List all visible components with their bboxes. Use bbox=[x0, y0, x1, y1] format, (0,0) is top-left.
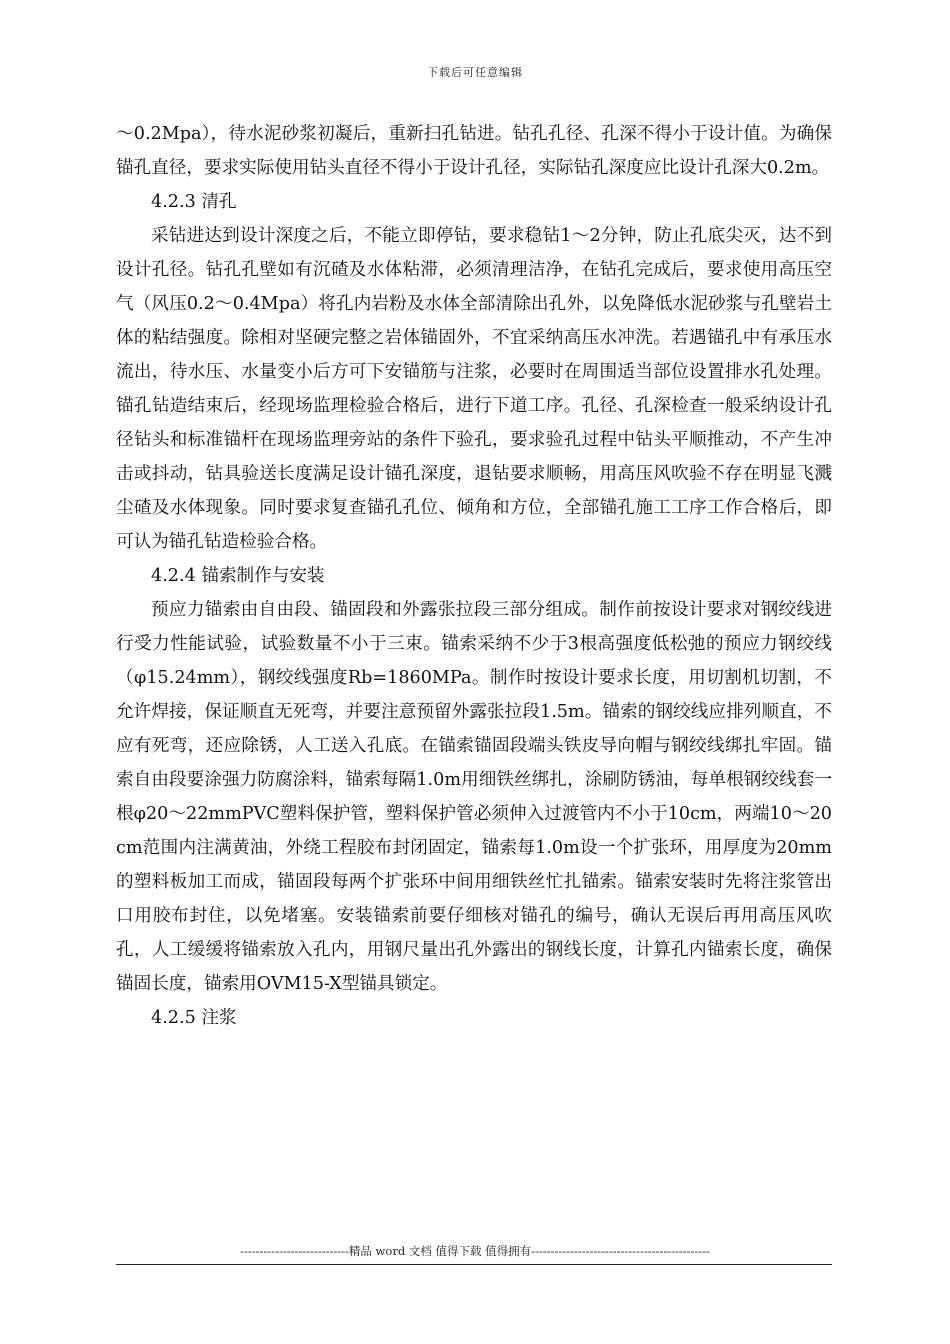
page-footer: ----------------------------精品 word 文档 值得下载 值得拥有---------------------------------------------- bbox=[240, 1244, 710, 1258]
paragraph-anchor-cable: 预应力锚索由自由段、锚固段和外露张拉段三部分组成。制作前按设计要求对钢绞线进行受力性能试验，试验数量不小于三束。锚索采纳不少于3根高强度低松弛的预应力钢绞线（φ15.24mm），钢绞线强度Rb=1860MPa。制作时按设计要求长度，用切割机切割，不允许焊接，保证顺直无死弯，并要注意预留外露张拉段1.5m。锚索的钢绞线应排列顺直，不应有死弯，还应除锈，人工送入孔底。在锚索锚固段端头铁皮导向帽与钢绞线绑扎牢固。锚索自由段要涂强力防腐涂料，锚索每隔1.0m用细铁丝绑扎，涂刷防锈油，每单根钢绞线套一根φ20～22mmPVC塑料保护管，塑料保护管必须伸入过渡管内不小于10cm，两端10～20cm范围内注满黄油，外绕工程胶布封闭固定，锚索每1.0m设一个扩张环，用厚度为20mm的塑料板加工而成，锚固段每两个扩张环中间用细铁丝忙扎锚索。锚索安装时先将注浆管出口用胶布封住，以免堵塞。安装锚索前要仔细核对锚孔的编号，确认无误后再用高压风吹孔，人工缓缓将锚索放入孔内，用钢尺量出孔外露出的钢线长度，计算孔内锚索长度，确保锚固长度，锚索用OVM15-X型锚具锁定。 bbox=[116, 600, 832, 994]
footer-divider bbox=[116, 1264, 832, 1265]
section-heading-anchor-cable: 4.2.4 锚索制作与安装 bbox=[151, 566, 325, 586]
page-header: 下载后可任意编辑 bbox=[427, 66, 523, 79]
section-heading-grouting: 4.2.5 注浆 bbox=[151, 1008, 237, 1028]
document-body bbox=[116, 117, 832, 1035]
paragraph-continuation: ～0.2Mpa），待水泥砂浆初凝后，重新扫孔钻进。钻孔孔径、孔深不得小于设计值。为确保锚孔直径，要求实际使用钻头直径不得小于设计孔径，实际钻孔深度应比设计孔深大0.2m。 bbox=[116, 124, 832, 178]
section-heading-clean-hole: 4.2.3 清孔 bbox=[151, 192, 237, 212]
paragraph-clean-hole: 采钻进达到设计深度之后，不能立即停钻，要求稳钻1～2分钟，防止孔底尖灭，达不到设计孔径。钻孔孔壁如有沉碴及水体粘滞，必须清理洁净，在钻孔完成后，要求使用高压空气（风压0.2～0.4Mpa）将孔内岩粉及水体全部清除出孔外，以免降低水泥砂浆与孔壁岩土体的粘结强度。除相对坚硬完整之岩体锚固外，不宜采纳高压水冲洗。若遇锚孔中有承压水流出，待水压、水量变小后方可下安锚筋与注浆，必要时在周围适当部位设置排水孔处理。锚孔钻造结束后，经现场监理检验合格后，进行下道工序。孔径、孔深检查一般采纳设计孔径钻头和标准锚杆在现场监理旁站的条件下验孔，要求验孔过程中钻头平顺推动，不产生冲击或抖动，钻具验送长度满足设计锚孔深度，退钻要求顺畅，用高压风吹验不存在明显飞溅尘碴及水体现象。同时要求复查锚孔孔位、倾角和方位，全部锚孔施工工序工作合格后，即可认为锚孔钻造检验合格。 bbox=[116, 226, 832, 552]
